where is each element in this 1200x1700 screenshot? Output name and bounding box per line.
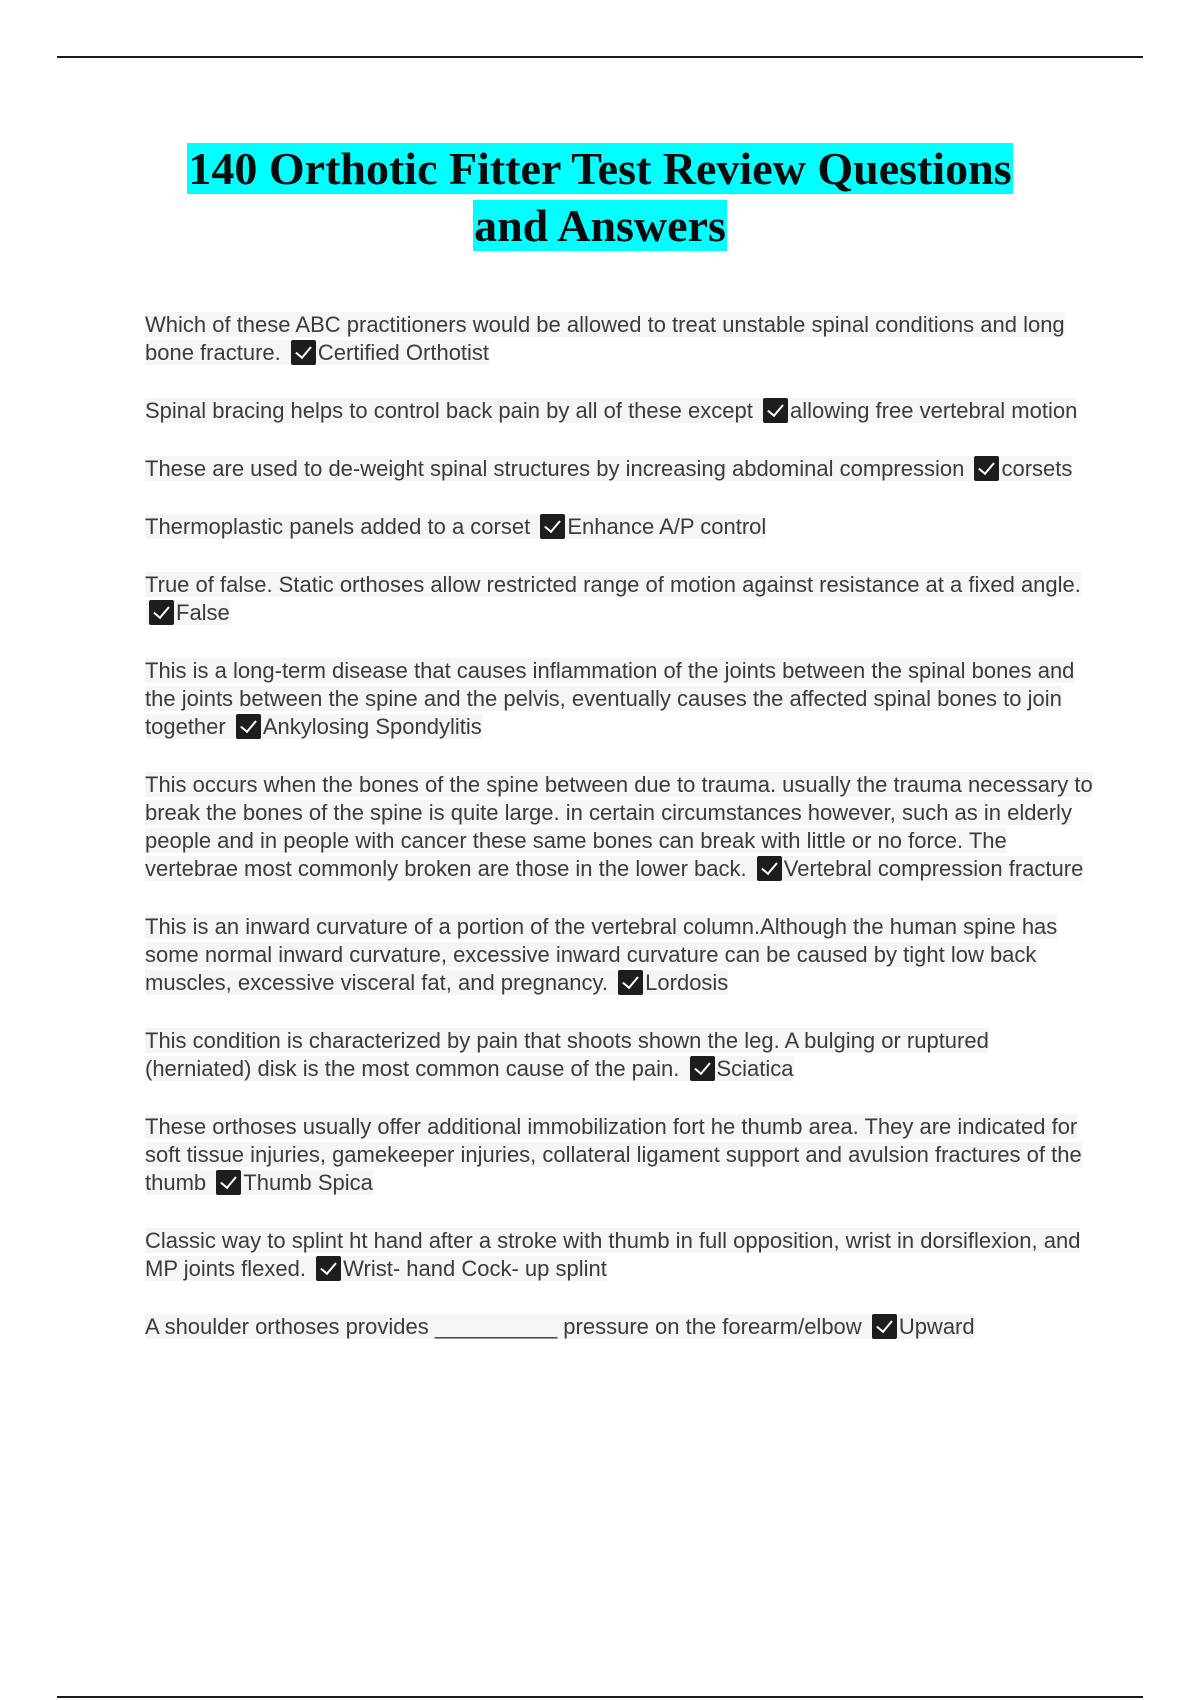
question-text: Classic way to splint ht hand after a stroke with thumb in full opposition, wrist in dorsiflexion, and MP joints flexed. [145, 1228, 1081, 1281]
answer-text: Lordosis [645, 970, 729, 995]
answer-text: Certified Orthotist [317, 340, 490, 365]
document-title [0, 140, 1200, 254]
answer-text: corsets [1001, 456, 1073, 481]
question-text: Spinal bracing helps to control back pain by all of these except [145, 398, 753, 423]
answer-text: Sciatica [716, 1056, 794, 1081]
checkmark-icon [690, 1056, 715, 1081]
top-rule [57, 56, 1143, 58]
answer-text: allowing free vertebral motion [789, 398, 1078, 423]
question-text: Thermoplastic panels added to a corset [145, 514, 531, 539]
qa-list [145, 311, 1095, 1371]
qa-item [145, 1227, 1095, 1283]
checkmark-icon [763, 398, 788, 423]
checkmark-icon [974, 456, 999, 481]
qa-item [145, 311, 1095, 367]
qa-item [145, 657, 1095, 741]
question-text: This is a long-term disease that causes inflammation of the joints between the spinal bones and the joints between the spine and the pelvis, eventually causes the affected spinal bones to join together [145, 658, 1075, 739]
question-text: This is an inward curvature of a portion of the vertebral column.Although the human spine has some normal inward curvature, excessive inward curvature can be caused by tight low back muscles, excessive visceral fat, and pregnancy. [145, 914, 1058, 995]
qa-item [145, 397, 1095, 425]
answer-text: Vertebral compression fracture [783, 856, 1084, 881]
checkmark-icon [291, 340, 316, 365]
title-line-2: and Answers [474, 200, 726, 251]
checkmark-icon [540, 514, 565, 539]
answer-text: Upward [898, 1314, 975, 1339]
checkmark-icon [316, 1256, 341, 1281]
question-text: Which of these ABC practitioners would be allowed to treat unstable spinal conditions and long bone fracture. [145, 312, 1065, 365]
answer-text: Wrist- hand Cock- up splint [343, 1256, 607, 1281]
checkmark-icon [236, 714, 261, 739]
checkmark-icon [757, 856, 782, 881]
qa-item [145, 1027, 1095, 1083]
checkmark-icon [618, 970, 643, 995]
question-text: This condition is characterized by pain that shoots shown the leg. A bulging or ruptured (herniated) disk is the most common cause of the pain. [145, 1028, 989, 1081]
qa-item [145, 913, 1095, 997]
question-text: This occurs when the bones of the spine between due to trauma. usually the trauma necessary to break the bones of the spine is quite large. in certain circumstances however, such as in elderly people and in people with cancer these same bones can break with little or no force. The vertebrae most commonly broken are those in the lower back. [145, 772, 1093, 881]
title-line-1: 140 Orthotic Fitter Test Review Questions [188, 143, 1012, 194]
question-text: A shoulder orthoses provides __________ pressure on the forearm/elbow [145, 1314, 862, 1339]
answer-text: Ankylosing Spondylitis [262, 714, 482, 739]
qa-item [145, 571, 1095, 627]
qa-item [145, 455, 1095, 483]
checkmark-icon [216, 1170, 241, 1195]
qa-item [145, 513, 1095, 541]
qa-item [145, 1313, 1095, 1341]
checkmark-icon [872, 1314, 897, 1339]
answer-text: Thumb Spica [243, 1170, 373, 1195]
answer-text: False [176, 600, 230, 625]
question-text: True of false. Static orthoses allow restricted range of motion against resistance at a fixed angle. [145, 572, 1081, 597]
qa-item [145, 771, 1095, 883]
checkmark-icon [149, 600, 174, 625]
question-text: These orthoses usually offer additional immobilization fort he thumb area. They are indicated for soft tissue injuries, gamekeeper injuries, collateral ligament support and avulsion fractures of the thumb [145, 1114, 1082, 1195]
answer-text: Enhance A/P control [567, 514, 767, 539]
bottom-rule [57, 1696, 1143, 1698]
qa-item [145, 1113, 1095, 1197]
question-text: These are used to de-weight spinal structures by increasing abdominal compression [145, 456, 965, 481]
